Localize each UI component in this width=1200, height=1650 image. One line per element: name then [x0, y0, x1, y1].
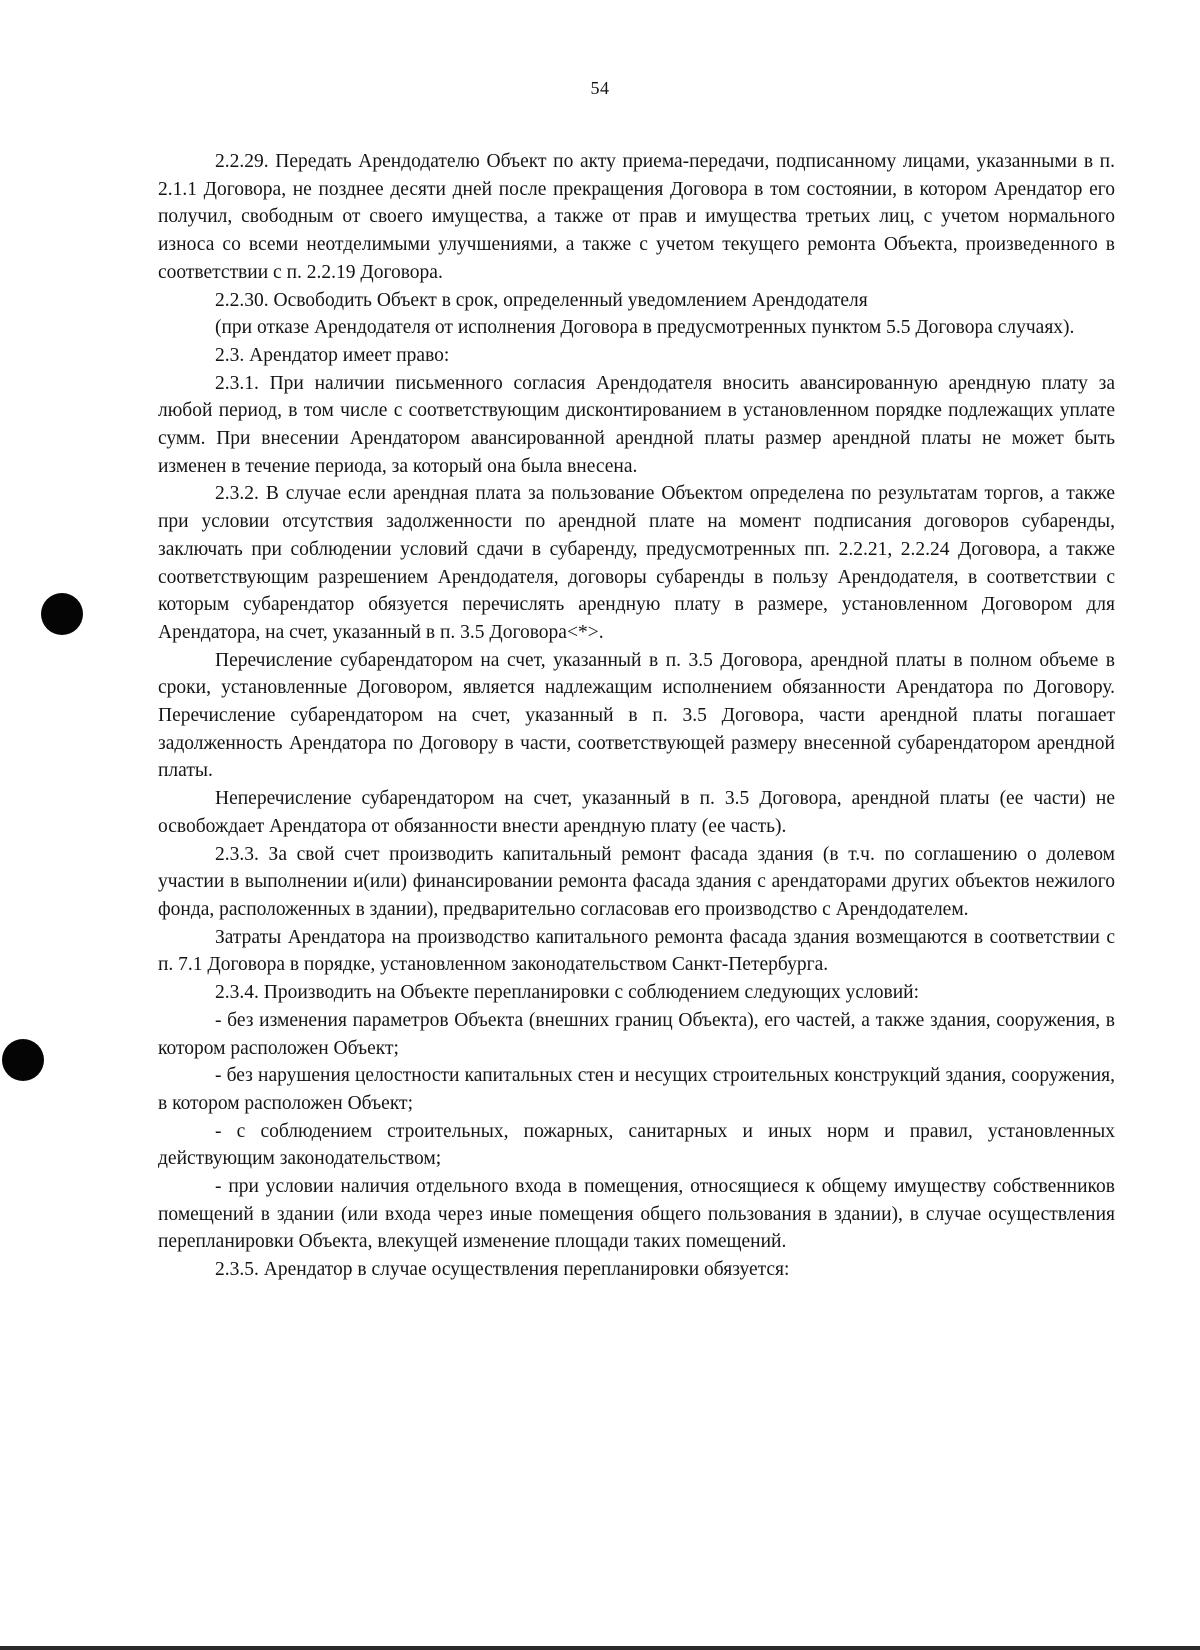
- clause-2-3-2: 2.3.2. В случае если арендная плата за пользование Объектом определена по результатам торгов, а также при условии отсутствия задолженности по арендной плате на момент подписания договоров субаренды, заключать при соблюдении условий сдачи в субаренду, предусмотренных пп. 2.2.21, 2.2.24 Договора, а также соответствующим разрешением Арендодателя, договоры субаренды в пользу Арендодателя, в соответствии с которым субарендатор обязуется перечислять арендную плату в размере, установленном Договором для Арендатора, на счет, указанный в п. 3.5 Договора<*>.: [158, 483, 1115, 643]
- condition-item-2: - без нарушения целостности капитальных стен и несущих строительных конструкций здания, сооружения, в котором расположен Объект;: [158, 1065, 1115, 1114]
- scan-bottom-edge: [0, 1646, 1200, 1650]
- clause-2-3-3-paragraph-2: Затраты Арендатора на производство капитального ремонта фасада здания возмещаются в соответствии с п. 7.1 Договора в порядке, установленном законодательством Санкт-Петербурга.: [158, 926, 1115, 976]
- document-body: [158, 148, 1115, 1284]
- condition-item-1: - без изменения параметров Объекта (внешних границ Объекта), его частей, а также здания, сооружения, в котором расположен Объект;: [158, 1009, 1115, 1059]
- clause-2-3-5: 2.3.5. Арендатор в случае осуществления перепланировки обязуется:: [215, 1259, 790, 1281]
- clause-2-2-29: 2.2.29. Передать Арендодателю Объект по акту приема-передачи, подписанному лицами, указанными в п. 2.1.1 Договора, не позднее десяти дней после прекращения Договора в том состоянии, в котором Арендатор его получил, свободным от своего имущества, а также от прав и имущества третьих лиц, с учетом нормального износа со всеми неотделимыми улучшениями, а также с учетом текущего ремонта Объекта, произведенного в соответствии с п. 2.2.19 Договора.: [158, 151, 1115, 283]
- binder-hole-mark: [2, 1039, 44, 1081]
- clause-2-3-2-paragraph-2: Перечисление субарендатором на счет, указанный в п. 3.5 Договора, арендной платы в полном объеме в сроки, установленные Договором, является надлежащим исполнением обязанности Арендатора по Договору. Перечисление субарендатором на счет, указанный в п. 3.5 Договора, части арендной платы погашает задолженность Арендатора по Договору в части, соответствующей размеру внесенной субарендатором арендной платы.: [158, 649, 1115, 782]
- clause-2-2-30: 2.2.30. Освободить Объект в срок, определенный уведомлением Арендодателя: [215, 289, 868, 311]
- clause-2-3-1: 2.3.1. При наличии письменного согласия Арендодателя вносить авансированную арендную плату за любой период, в том числе с соответствующим дисконтированием в установленном порядке подлежащих уплате сумм. При внесении Арендатором авансированной арендной платы размер арендной платы не может быть изменен в течение периода, за который она была внесена.: [158, 372, 1115, 477]
- binder-hole-mark: [41, 593, 83, 635]
- clause-2-3-3: 2.3.3. За свой счет производить капитальный ремонт фасада здания (в т.ч. по соглашению о долевом участии в выполнении и(или) финансировании ремонта фасада здания с арендаторами других объектов нежилого фонда, расположенных в здании), предварительно согласовав его производство с Арендодателем.: [158, 843, 1115, 920]
- clause-2-2-30-continuation: (при отказе Арендодателя от исполнения Договора в предусмотренных пунктом 5.5 Договора случаях).: [215, 317, 1075, 339]
- condition-item-4: - при условии наличия отдельного входа в помещения, относящиеся к общему имуществу собственников помещений в здании (или входа через иные помещения общего пользования в здании), в случае осуществления перепланировки Объекта, влекущей изменение площади таких помещений.: [158, 1176, 1115, 1253]
- clause-2-3-heading: 2.3. Арендатор имеет право:: [215, 344, 450, 366]
- clause-2-3-4: 2.3.4. Производить на Объекте перепланировки с соблюдением следующих условий:: [215, 982, 920, 1004]
- condition-item-3: - с соблюдением строительных, пожарных, санитарных и иных норм и правил, установленных действующим законодательством;: [158, 1120, 1115, 1170]
- clause-2-3-2-paragraph-3: Неперечисление субарендатором на счет, указанный в п. 3.5 Договора, арендной платы (ее части) не освобождает Арендатора от обязанности внести арендную плату (ее часть).: [158, 788, 1115, 837]
- page-number: 54: [590, 78, 610, 98]
